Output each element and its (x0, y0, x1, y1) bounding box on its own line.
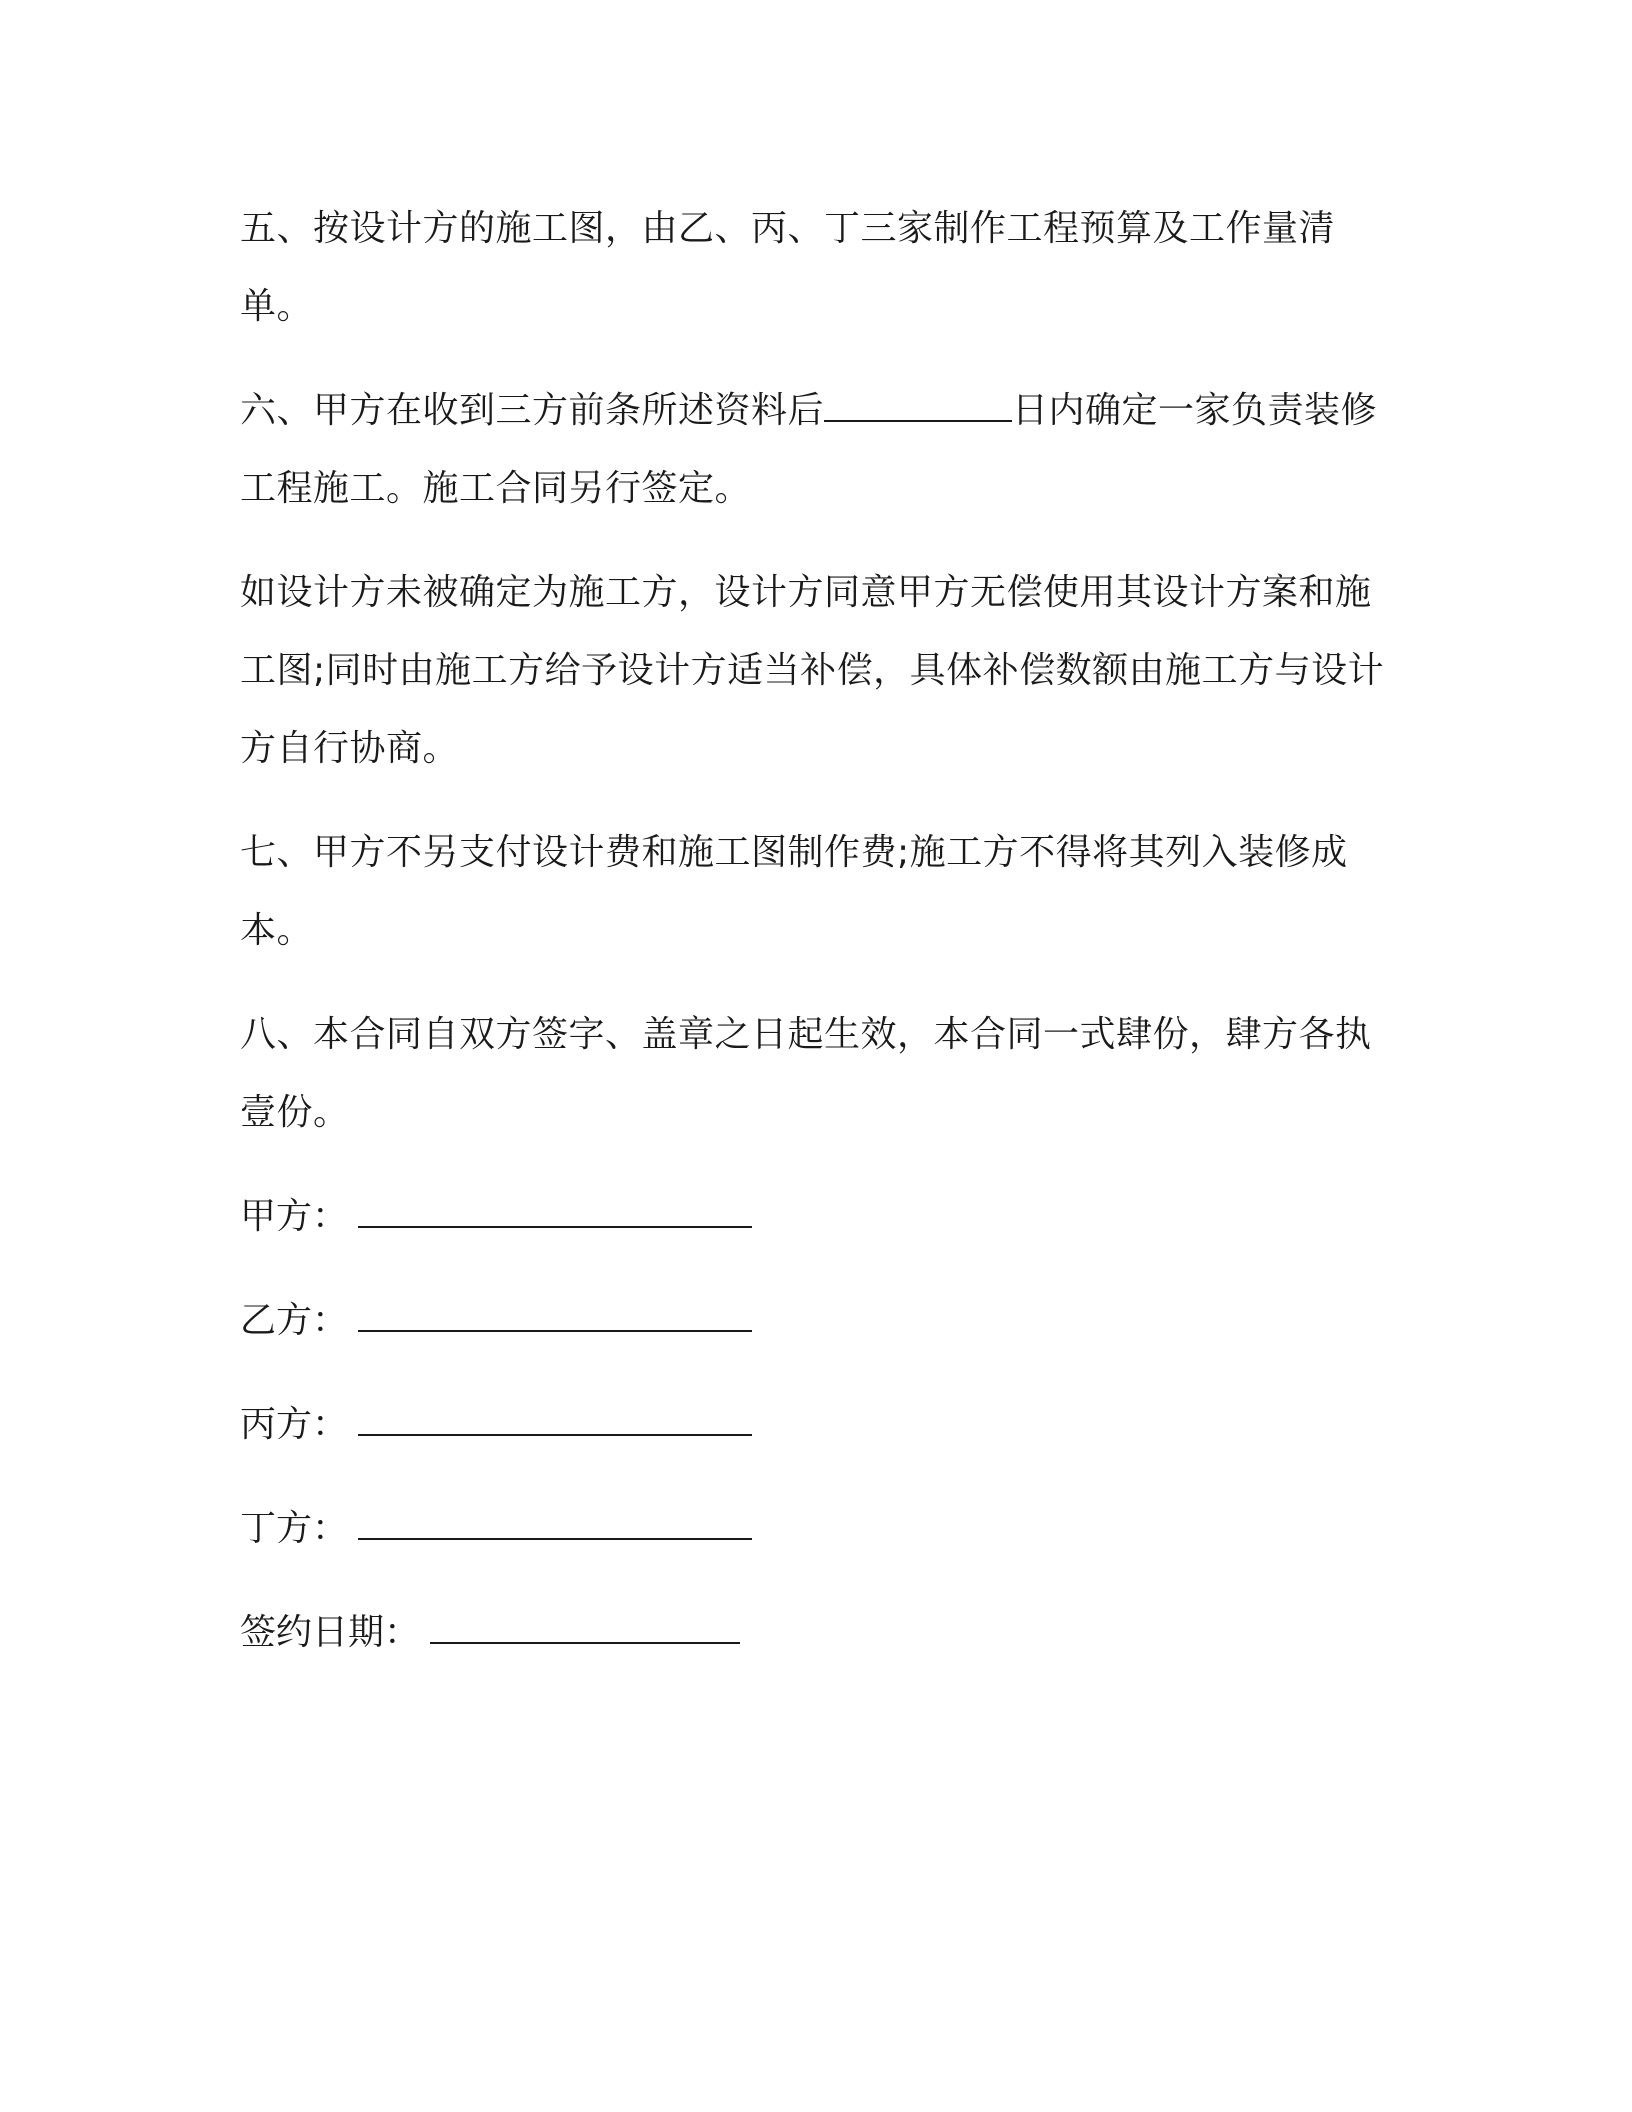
clause-text-continued: 日内确定一家负责装修工程施工。施工合同另行签定。 (240, 390, 1378, 509)
clause-text: 五、按设计方的施工图，由乙、丙、丁三家制作工程预算及工作量清单。 (240, 208, 1336, 327)
signature-party-c (240, 1386, 1390, 1464)
signature-blank-party-d[interactable] (358, 1508, 752, 1540)
signature-blank-party-a[interactable] (358, 1196, 752, 1228)
signature-party-b (240, 1282, 1390, 1360)
document-page (240, 190, 1390, 1698)
signature-label: 甲方： (240, 1196, 349, 1237)
signature-blank-party-b[interactable] (358, 1300, 752, 1332)
clause-7 (240, 814, 1390, 970)
days-blank-field[interactable] (824, 390, 1012, 422)
signing-date-label: 签约日期： (240, 1612, 421, 1653)
clause-6 (240, 372, 1390, 528)
signing-date-blank[interactable] (430, 1612, 740, 1644)
clause-text: 如设计方未被确定为施工方，设计方同意甲方无偿使用其设计方案和施工图;同时由施工方给予设计方适当补偿，具体补偿数额由施工方与设计方自行协商。 (240, 572, 1385, 769)
clause-text: 六、甲方在收到三方前条所述资料后 (240, 390, 825, 431)
clause-8 (240, 996, 1390, 1152)
clause-6-note (240, 554, 1390, 788)
clause-text: 七、甲方不另支付设计费和施工图制作费;施工方不得将其列入装修成本。 (240, 832, 1348, 951)
clause-text: 八、本合同自双方签字、盖章之日起生效，本合同一式肆份，肆方各执壹份。 (240, 1014, 1372, 1133)
signature-party-a (240, 1178, 1390, 1256)
signature-label: 丁方： (240, 1508, 349, 1549)
signature-blank-party-c[interactable] (358, 1404, 752, 1436)
signing-date (240, 1594, 1390, 1672)
clause-5 (240, 190, 1390, 346)
signature-party-d (240, 1490, 1390, 1568)
signature-label: 乙方： (240, 1300, 349, 1341)
signature-label: 丙方： (240, 1404, 349, 1445)
